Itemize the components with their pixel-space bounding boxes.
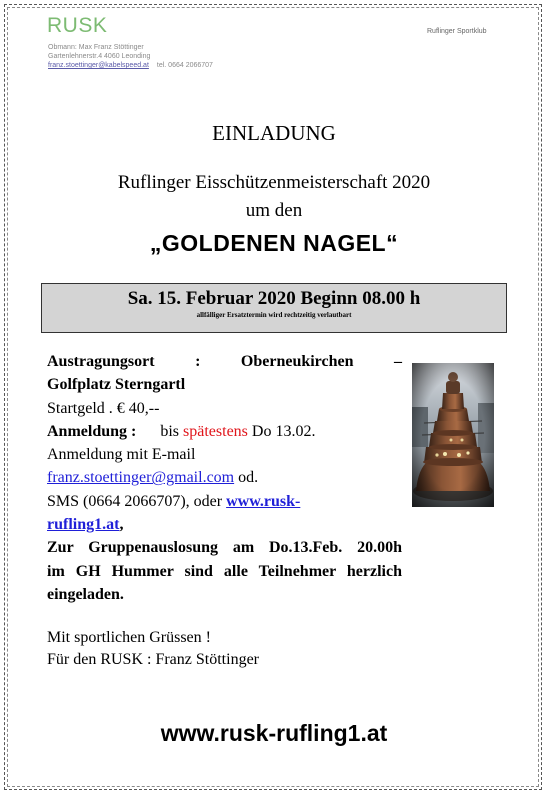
venue-line-2: Golfplatz Sterngartl <box>47 376 186 394</box>
club-name: Ruflinger Sportklub <box>427 28 487 35</box>
website-line <box>47 513 402 536</box>
contact-email-link[interactable]: franz.stoettinger@gmail.com <box>47 469 235 487</box>
event-details <box>47 350 402 606</box>
chairman-line: Obmann: Max Franz Stöttinger <box>48 44 144 51</box>
header-phone: tel. 0664 2066707 <box>156 62 213 69</box>
contact-email-line <box>47 466 402 489</box>
entry-fee: Startgeld . € 40,-- <box>47 399 160 417</box>
date-box <box>41 283 507 333</box>
draw-line-1: Zur Gruppenauslosung am Do.13.Feb. 20.00h <box>47 539 402 557</box>
signature: Für den RUSK : Franz Stöttinger <box>47 651 259 668</box>
website-link-part2[interactable]: rufling1.at <box>47 516 120 534</box>
alternate-date-note: allfälliger Ersatztermin wird rechtzeitig verlautbart <box>196 311 352 319</box>
website-suffix: , <box>119 516 124 534</box>
contact-email-suffix: od. <box>234 469 259 487</box>
championship-subtitle: um den <box>245 200 303 221</box>
closing-block <box>47 627 259 671</box>
event-date: Sa. 15. Februar 2020 Beginn 08.00 h <box>127 288 421 309</box>
venue-line-1: Austragungsort : Oberneukirchen – <box>47 353 402 370</box>
sms-line <box>47 490 402 513</box>
club-logo: RUSK <box>47 14 108 37</box>
invitation-title: EINLADUNG <box>212 121 336 145</box>
draw-line-2: im GH Hummer sind alle Teilnehmer herzlich <box>47 562 402 580</box>
footer-website[interactable]: www.rusk-rufling1.at <box>160 720 388 746</box>
address-line: Gartenlehnerstr.4 4060 Leonding <box>48 53 151 60</box>
trophy-name: „GOLDENEN NAGEL“ <box>149 230 399 256</box>
sms-text: SMS (0664 2066707), oder <box>47 492 227 510</box>
greeting: Mit sportlichen Grüssen ! <box>47 629 211 646</box>
registration-pre: bis <box>160 422 184 440</box>
trophy-photo <box>412 363 494 507</box>
header-email-link[interactable]: franz.stoettinger@kabelspeed.at <box>48 62 149 69</box>
championship-name: Ruflinger Eisschützenmeisterschaft 2020 <box>117 172 431 193</box>
website-link-part1[interactable]: www.rusk- <box>226 492 301 510</box>
registration-deadline-word: spätestens <box>183 422 248 440</box>
registration-line <box>47 420 402 443</box>
registration-date: Do 13.02. <box>247 422 316 440</box>
draw-line-3: eingeladen. <box>47 585 124 603</box>
registration-email-line: Anmeldung mit E-mail <box>47 446 196 464</box>
contact-line <box>48 61 213 70</box>
registration-label: Anmeldung : <box>47 422 137 440</box>
